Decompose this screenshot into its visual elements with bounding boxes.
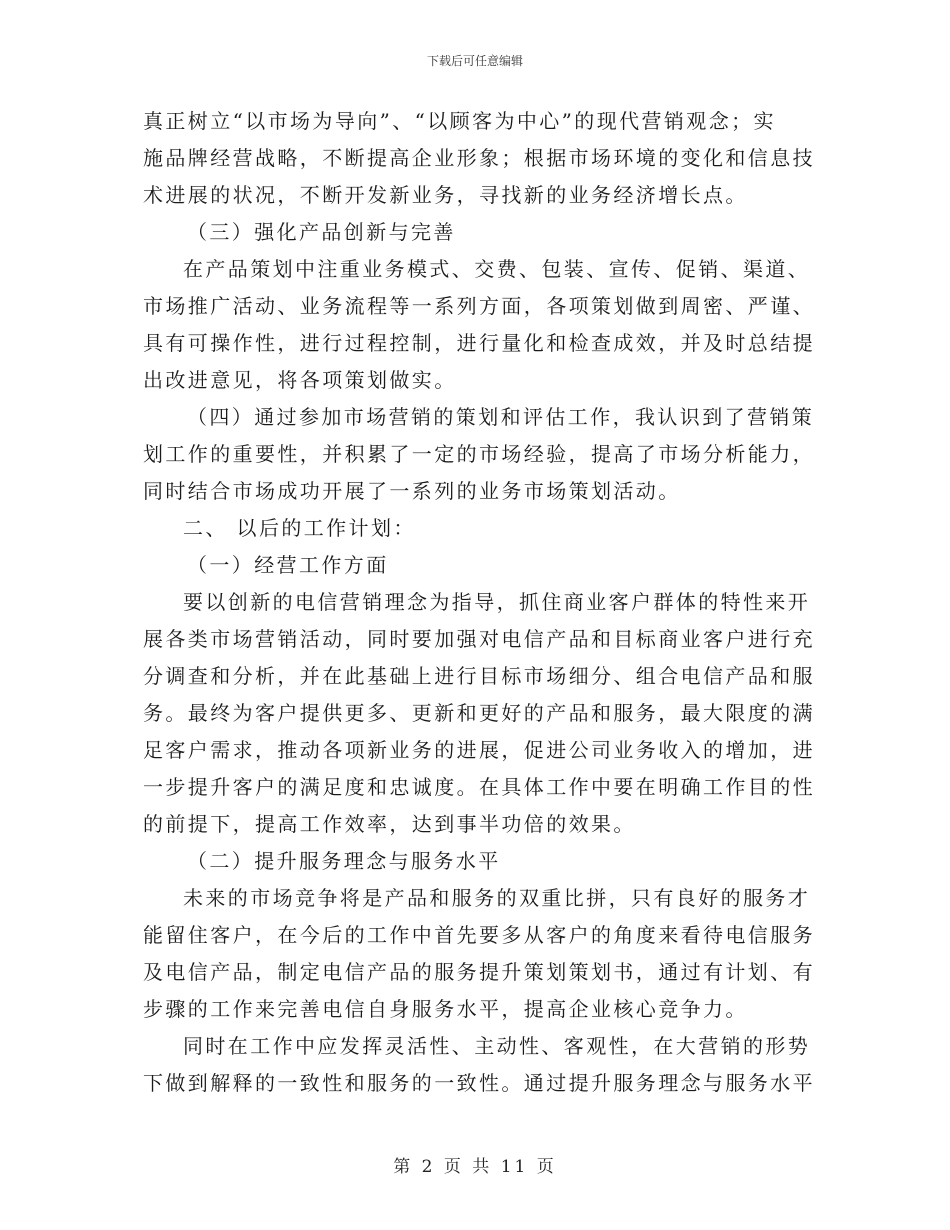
text-line: 划工作的重要性，并积累了一定的市场经验，提高了市场分析能力， — [143, 442, 815, 466]
text-line: 及电信产品，制定电信产品的服务提升策划策划书，通过有计划、有 — [143, 960, 815, 984]
text-line: 出改进意见，将各项策划做实。 — [143, 368, 457, 392]
text-line: 施品牌经营战略，不断提高企业形象；根据市场环境的变化和信息技 — [143, 146, 815, 170]
text-line: 步骤的工作来完善电信自身服务水平，提高企业核心竞争力。 — [143, 997, 748, 1021]
document-body — [143, 103, 815, 1102]
text-line: 分调查和分析，并在此基础上进行目标市场细分、组合电信产品和服 — [143, 664, 815, 688]
text-line: 一步提升客户的满足度和忠诚度。在具体工作中要在明确工作目的性 — [143, 775, 815, 799]
text-line: 下做到解释的一致性和服务的一致性。通过提升服务理念与服务水平 — [143, 1071, 815, 1095]
page-footer: 第 2 页 共 11 页 — [393, 1157, 557, 1177]
text-line: 同时结合市场成功开展了一系列的业务市场策划活动。 — [143, 479, 681, 503]
text-line: 二、 以后的工作计划： — [183, 516, 416, 540]
text-line: 能留住客户，在今后的工作中首先要多从客户的角度来看待电信服务 — [143, 923, 815, 947]
text-line: 足客户需求，推动各项新业务的进展，促进公司业务收入的增加，进 — [143, 738, 815, 762]
text-line: 展各类市场营销活动，同时要加强对电信产品和目标商业客户进行充 — [143, 627, 815, 651]
text-line: 真正树立“以市场为导向”、“以顾客为中心”的现代营销观念；实 — [143, 109, 776, 133]
text-line: 要以创新的电信营销理念为指导，抓住商业客户群体的特性来开 — [183, 590, 811, 614]
section-heading: （四）通过参加市场营销的策划和评估工作，我认识到了营销策 — [187, 405, 815, 429]
page-header: 下载后可任意编辑 — [426, 54, 523, 68]
text-line: 具有可操作性，进行过程控制，进行量化和检查成效，并及时总结提 — [143, 331, 815, 355]
section-heading: （一）经营工作方面 — [187, 553, 389, 577]
text-line: 术进展的状况，不断开发新业务，寻找新的业务经济增长点。 — [143, 183, 748, 207]
text-line: 在产品策划中注重业务模式、交费、包装、宣传、促销、渠道、 — [183, 257, 811, 281]
text-line: 的前提下，提高工作效率，达到事半功倍的效果。 — [143, 812, 636, 836]
text-line: 未来的市场竞争将是产品和服务的双重比拼，只有良好的服务才 — [183, 886, 811, 910]
text-line: 市场推广活动、业务流程等一系列方面，各项策划做到周密、严谨、 — [143, 294, 815, 318]
section-heading: （三）强化产品创新与完善 — [187, 220, 456, 244]
section-heading: （二）提升服务理念与服务水平 — [187, 849, 501, 873]
text-line: 务。最终为客户提供更多、更新和更好的产品和服务，最大限度的满 — [143, 701, 815, 725]
text-line: 同时在工作中应发挥灵活性、主动性、客观性，在大营销的形势 — [183, 1034, 811, 1058]
